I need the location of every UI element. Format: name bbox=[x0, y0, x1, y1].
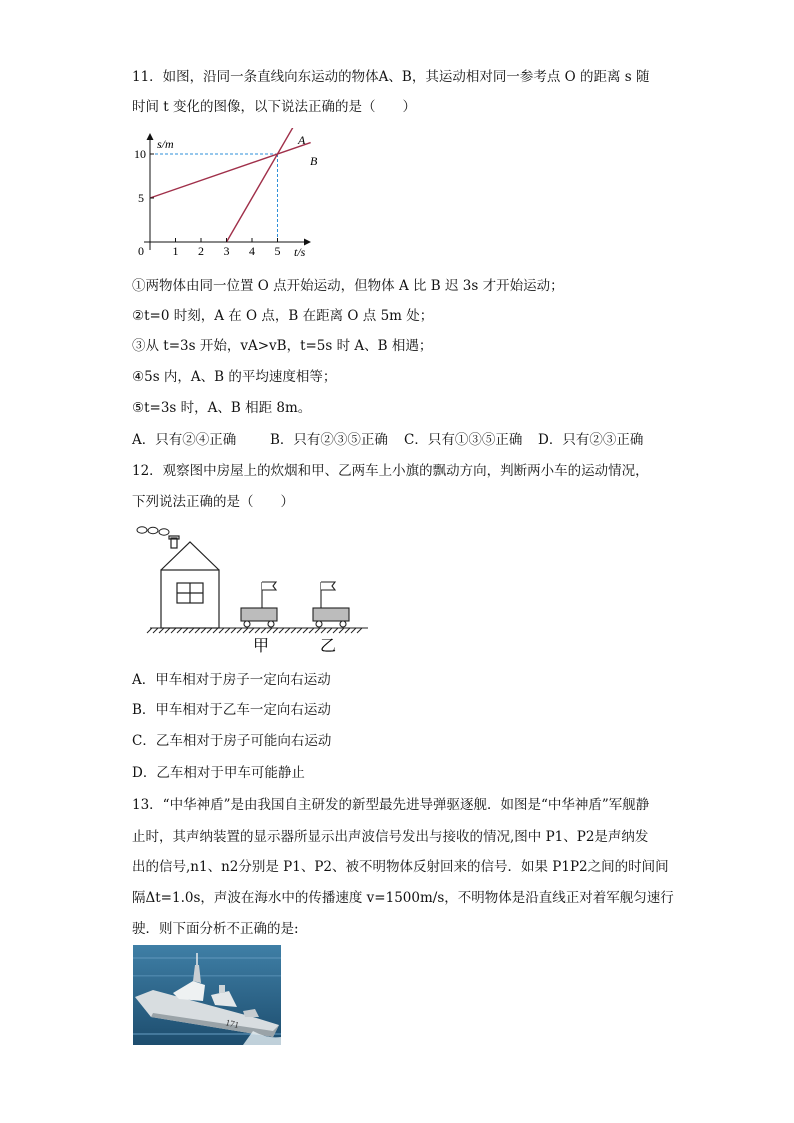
ground bbox=[147, 628, 368, 633]
car-yi-label: 乙 bbox=[320, 638, 337, 655]
ship-hull-number: 171 bbox=[224, 1017, 241, 1031]
ground-hatch-mark bbox=[153, 628, 158, 633]
ground-hatch-mark bbox=[159, 628, 164, 633]
ground-hatch-mark bbox=[279, 628, 284, 633]
graph-y-tick-label: 5 bbox=[138, 191, 144, 205]
q13-line2: 止时，其声纳装置的显示器所显示出声波信号发出与接收的情况,图中 P1、P2是声纳发 bbox=[132, 829, 649, 845]
ground-hatch-mark bbox=[351, 628, 356, 633]
ground-hatch-mark bbox=[225, 628, 230, 633]
q12-scene bbox=[130, 520, 375, 660]
ground-hatch-mark bbox=[339, 628, 344, 633]
warship-photo bbox=[133, 945, 281, 1045]
q11-statement-5: ⑤t=3s 时，A、B 相距 8m。 bbox=[132, 400, 312, 416]
graph-x-tick-label: 5 bbox=[274, 244, 281, 258]
ground-hatch-mark bbox=[285, 628, 290, 633]
ground-hatch-mark bbox=[183, 628, 188, 633]
ground-hatch-mark bbox=[237, 628, 242, 633]
q11-stem-line2: 时间 t 变化的图像，以下说法正确的是（ ） bbox=[132, 99, 417, 115]
ground-hatch-mark bbox=[219, 628, 224, 633]
house bbox=[161, 536, 219, 628]
ground-hatch-mark bbox=[207, 628, 212, 633]
graph-x-tick-label: 1 bbox=[172, 244, 179, 258]
q12-stem-line1: 12．观察图中房屋上的炊烟和甲、乙两车上小旗的飘动方向，判断两小车的运动情况， bbox=[132, 463, 649, 479]
chimney-smoke bbox=[137, 527, 169, 535]
q11-option-b[interactable]: B．只有②③⑤正确 bbox=[270, 432, 388, 448]
ground-hatch-mark bbox=[267, 628, 272, 633]
q11-option-c[interactable]: C．只有①③⑤正确 bbox=[404, 432, 523, 448]
graph-x-tick-label: 0 bbox=[138, 244, 144, 258]
ground-hatch-mark bbox=[189, 628, 194, 633]
graph-line-a-label: A bbox=[298, 133, 306, 147]
q11-options bbox=[132, 430, 672, 450]
ground-hatch-mark bbox=[201, 628, 206, 633]
q12-option-c[interactable]: C．乙车相对于房子可能向右运动 bbox=[132, 733, 332, 749]
q11-statement-4: ④5s 内，A、B 的平均速度相等； bbox=[132, 369, 337, 385]
q11-statement-2: ②t=0 时刻，A 在 O 点，B 在距离 O 点 5m 处； bbox=[132, 308, 434, 324]
graph-x-tick-label: 4 bbox=[249, 244, 255, 258]
q12-option-d[interactable]: D．乙车相对于甲车可能静止 bbox=[132, 765, 305, 781]
graph-x-axis-label: t/s bbox=[294, 245, 306, 259]
ground-hatch-mark bbox=[255, 628, 260, 633]
ground-hatch-mark bbox=[171, 628, 176, 633]
ground-hatch-mark bbox=[249, 628, 254, 633]
car-jia-label: 甲 bbox=[253, 638, 270, 655]
q11-statement-3: ③从 t=3s 开始，vA>vB，t=5s 时 A、B 相遇； bbox=[132, 338, 433, 354]
ground-hatch-mark bbox=[345, 628, 350, 633]
q11-graph bbox=[130, 128, 330, 263]
graph-y-tick-label: 10 bbox=[134, 147, 146, 161]
ground-hatch-mark bbox=[327, 628, 332, 633]
q13-line4: 隔Δt=1.0s，声波在海水中的传播速度 v=1500m/s，不明物体是沿直线正对着军舰匀速行 bbox=[132, 890, 674, 906]
q13-line5: 驶．则下面分析不正确的是: bbox=[132, 921, 299, 937]
ground-hatch-mark bbox=[213, 628, 218, 633]
q12-stem-line2: 下列说法正确的是（ ） bbox=[132, 494, 294, 510]
graph-series-b bbox=[150, 143, 311, 198]
ground-hatch-mark bbox=[165, 628, 170, 633]
ground-hatch-mark bbox=[231, 628, 236, 633]
q11-option-d[interactable]: D．只有②③正确 bbox=[538, 432, 644, 448]
ground-hatch-mark bbox=[297, 628, 302, 633]
graph-line-b-label: B bbox=[310, 154, 318, 168]
car-jia bbox=[241, 582, 277, 627]
car-yi bbox=[313, 582, 349, 627]
q12-option-a[interactable]: A．甲车相对于房子一定向右运动 bbox=[132, 672, 331, 688]
ground-hatch-mark bbox=[273, 628, 278, 633]
q12-option-b[interactable]: B．甲车相对于乙车一定向右运动 bbox=[132, 702, 331, 718]
q13-line3: 出的信号,n1、n2分别是 P1、P2、被不明物体反射回来的信号．如果 P1P2之间的时间间 bbox=[132, 859, 669, 875]
ground-hatch-mark bbox=[291, 628, 296, 633]
ground-hatch-mark bbox=[303, 628, 308, 633]
q11-statement-1: ①两物体由同一位置 O 点开始运动，但物体 A 比 B 迟 3s 才开始运动； bbox=[132, 278, 564, 294]
ground-hatch-mark bbox=[315, 628, 320, 633]
ground-hatch-mark bbox=[243, 628, 248, 633]
q13-line1: 13．“中华神盾”是由我国自主研发的新型最先进导弹驱逐舰．如图是“中华神盾”军舰静 bbox=[132, 797, 650, 813]
graph-y-axis-label: s/m bbox=[157, 137, 174, 151]
ground-hatch-mark bbox=[321, 628, 326, 633]
ground-hatch-mark bbox=[333, 628, 338, 633]
ground-hatch-mark bbox=[177, 628, 182, 633]
q11-option-a[interactable]: A．只有②④正确 bbox=[132, 432, 237, 448]
ground-hatch-mark bbox=[195, 628, 200, 633]
q11-stem-line1: 11．如图，沿同一条直线向东运动的物体A、B，其运动相对同一参考点 O 的距离 s 随 bbox=[132, 69, 650, 85]
graph-x-tick-label: 3 bbox=[223, 244, 230, 258]
ground-hatch-mark bbox=[147, 628, 152, 633]
graph-series-a bbox=[227, 128, 296, 242]
ground-hatch-mark bbox=[261, 628, 266, 633]
ground-hatch-mark bbox=[309, 628, 314, 633]
graph-x-tick-label: 2 bbox=[198, 244, 204, 258]
ground-hatch-mark bbox=[357, 628, 362, 633]
